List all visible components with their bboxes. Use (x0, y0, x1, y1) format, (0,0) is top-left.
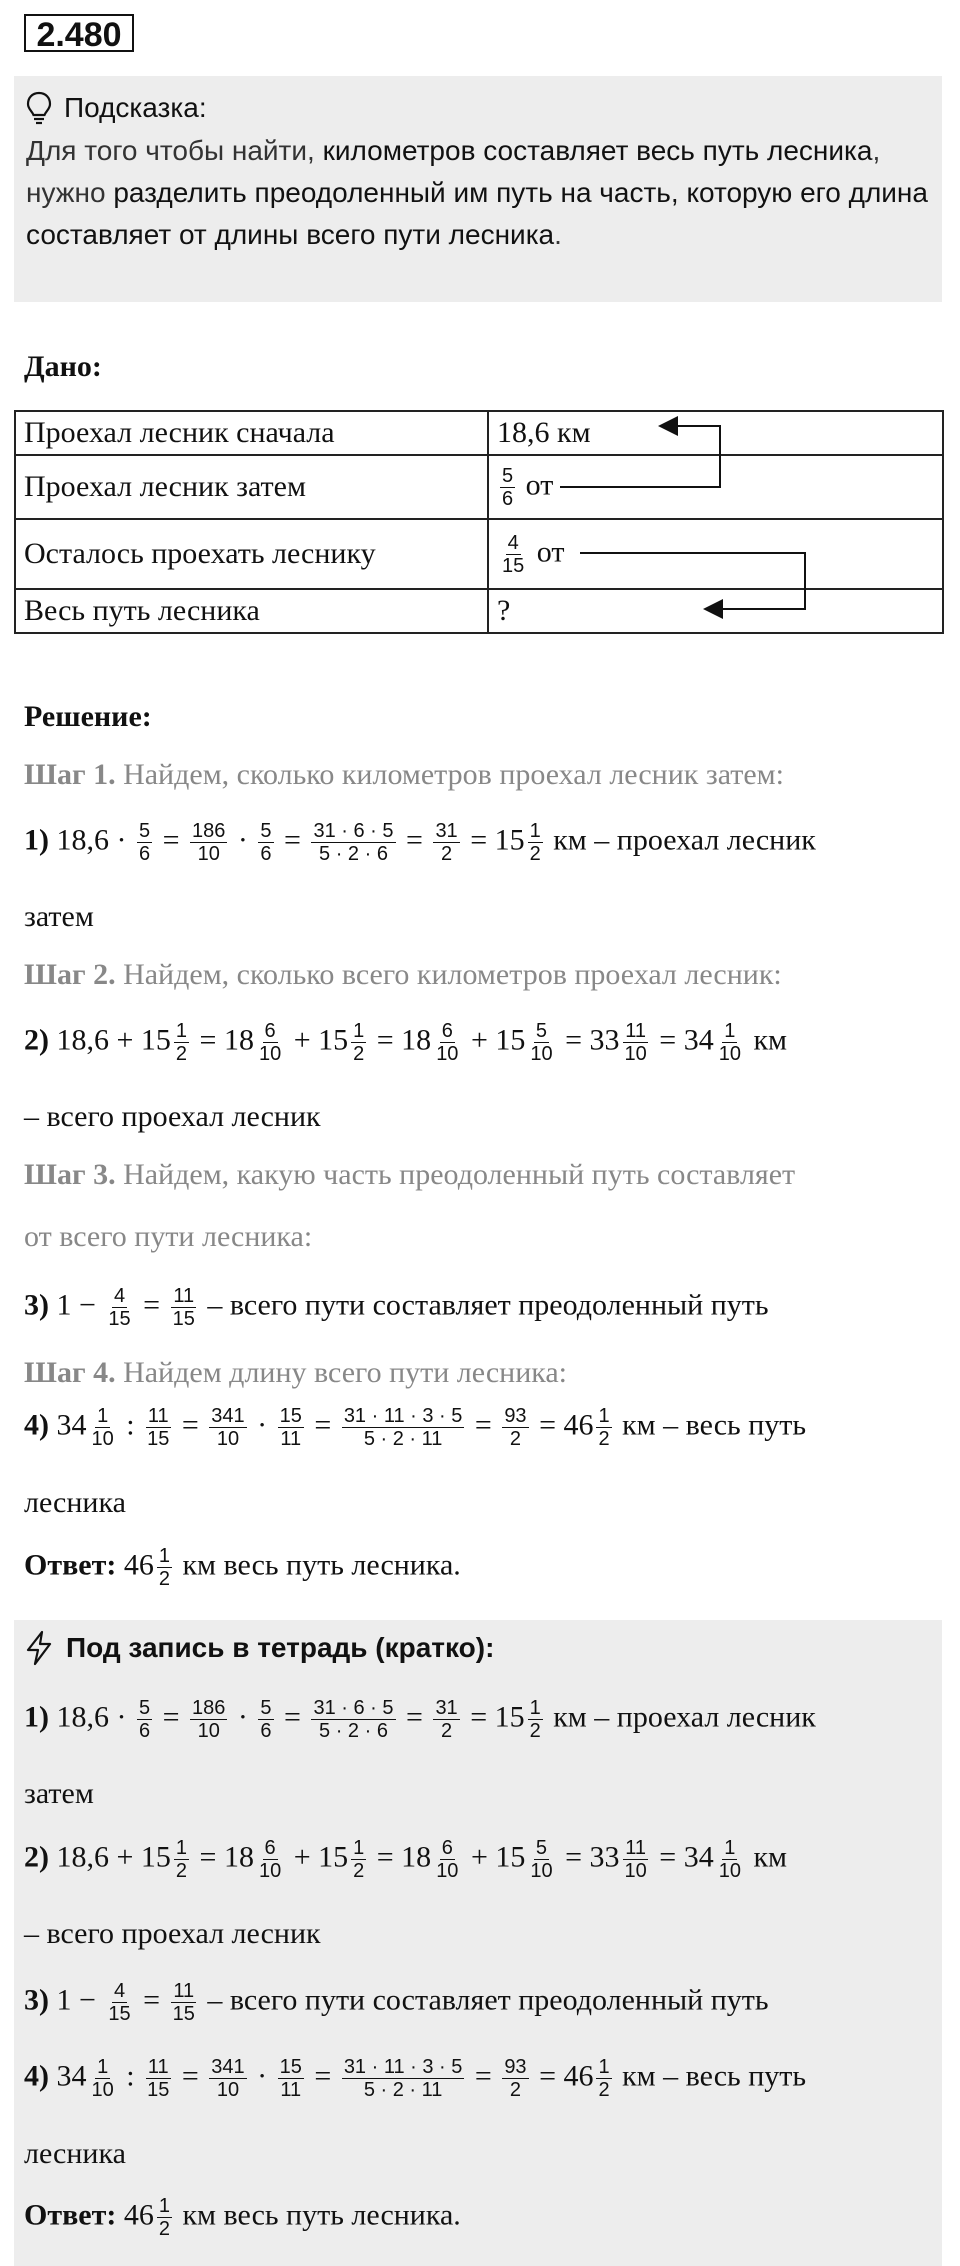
fraction: $\frac{5}{6}$ (260, 820, 272, 865)
fraction: $\frac{1}{2}$ (598, 2056, 610, 2101)
answer: Ответ: 46 $\frac{1}{2}$ км весь путь лесника. (24, 1545, 461, 1590)
fraction: $\frac{6}{10}$ (436, 1837, 459, 1882)
hint-header (26, 86, 930, 130)
equation-4: 4) 34 $\frac{1}{10}$ : $\frac{11}{15}$ = $\frac{341}{10}$ · $\frac{15}{11}$ = $\frac{31 \cdot 11 \cdot 3 \cdot 5}{5 \cdot 2 \cdot 11}$ = $\frac{93}{2}$ = 46 $\frac{1}{2}$ км – весь путь (24, 2056, 807, 2101)
equation-1: 1) 18,6 · $\frac{5}{6}$ = $\frac{186}{10}$ · $\frac{5}{6}$ = $\frac{31 \cdot 6 \cdot 5}{5 \cdot 2 \cdot 6}$ = $\frac{31}{2}$ = 15 $\frac{1}{2}$ км – проехал лесник (24, 1697, 816, 1742)
fraction: $\frac{1}{10}$ (91, 2056, 114, 2101)
given-value: 18,6 км (488, 411, 943, 455)
fraction: $\frac{15}{11}$ (279, 2056, 302, 2101)
fraction: $\frac{11}{15}$ (172, 1980, 195, 2025)
notebook-header (24, 1626, 494, 1670)
equation-4-wrap: лесника (24, 1486, 126, 1519)
fraction: $\frac{5}{6}$ (502, 464, 514, 510)
equation-4: 4) 34 $\frac{1}{10}$ : $\frac{11}{15}$ = $\frac{341}{10}$ · $\frac{15}{11}$ = $\frac{31 \cdot 11 \cdot 3 \cdot 5}{5 \cdot 2 \cdot 11}$ = $\frac{93}{2}$ = 46 $\frac{1}{2}$ км – весь путь (24, 1405, 807, 1450)
solution-title: Решение: (24, 700, 152, 733)
given-label: Проехал лесник сначала (15, 411, 488, 455)
fraction: $\frac{1}{2}$ (598, 1405, 610, 1450)
notebook-title: Под запись в тетрадь (кратко): (66, 1632, 495, 1663)
fraction: $\frac{1}{2}$ (529, 1697, 541, 1742)
fraction: $\frac{1}{10}$ (91, 1405, 114, 1450)
fraction: $\frac{1}{2}$ (158, 1545, 170, 1590)
fraction: $\frac{31 \cdot 6 \cdot 5}{5 \cdot 2 \cdot 6}$ (313, 820, 394, 865)
step-3-wrap: от всего пути лесника: (24, 1220, 313, 1253)
fraction: $\frac{11}{10}$ (624, 1837, 647, 1882)
fraction: $\frac{31 \cdot 11 \cdot 3 \cdot 5}{5 \cdot 2 \cdot 11}$ (343, 2056, 463, 2101)
step-4: Шаг 4. Найдем длину всего пути лесника: (24, 1356, 568, 1389)
step-3: Шаг 3. Найдем, какую часть преодоленный путь составляет (24, 1158, 796, 1191)
fraction: $\frac{5}{6}$ (139, 820, 151, 865)
fraction: $\frac{31 \cdot 11 \cdot 3 \cdot 5}{5 \cdot 2 \cdot 11}$ (343, 1405, 463, 1450)
task-number: 2.480 (24, 14, 134, 52)
table-row (15, 589, 943, 633)
fraction: $\frac{15}{11}$ (279, 1405, 302, 1450)
hint-title: Подсказка: (64, 92, 207, 123)
fraction: $\frac{11}{15}$ (147, 1405, 170, 1450)
fraction: $\frac{5}{10}$ (530, 1837, 553, 1882)
table-row (15, 411, 943, 455)
given-title: Дано: (24, 350, 102, 383)
lightning-icon (24, 1630, 54, 1666)
fraction: $\frac{6}{10}$ (436, 1020, 459, 1065)
fraction: $\frac{341}{10}$ (211, 2056, 245, 2101)
given-value: ? (488, 589, 943, 633)
fraction: $\frac{31 \cdot 6 \cdot 5}{5 \cdot 2 \cdot 6}$ (313, 1697, 394, 1742)
fraction: $\frac{11}{15}$ (172, 1285, 195, 1330)
fraction: $\frac{4}{15}$ (108, 1980, 131, 2025)
fraction: $\frac{11}{10}$ (624, 1020, 647, 1065)
fraction: $\frac{341}{10}$ (211, 1405, 245, 1450)
fraction: $\frac{5}{10}$ (530, 1020, 553, 1065)
step-2: Шаг 2. Найдем, сколько всего километров проехал лесник: (24, 958, 782, 991)
fraction: $\frac{186}{10}$ (192, 820, 226, 865)
step-1: Шаг 1. Найдем, сколько километров проехал лесник затем: (24, 758, 784, 791)
hint-text: Для того чтобы найти, километров составляет весь путь лесника, нужно разделить преодоленный им путь на часть, которую его длина составляет от длины всего пути лесника. (26, 135, 928, 250)
fraction: $\frac{93}{2}$ (504, 2056, 527, 2101)
fraction: $\frac{6}{10}$ (258, 1020, 282, 1065)
fraction: $\frac{11}{15}$ (147, 2056, 170, 2101)
fraction: $\frac{5}{6}$ (260, 1697, 272, 1742)
fraction: $\frac{6}{10}$ (258, 1837, 282, 1882)
fraction: $\frac{1}{10}$ (718, 1020, 741, 1065)
fraction: $\frac{1}{2}$ (529, 820, 541, 865)
given-table (14, 410, 944, 634)
equation-2-wrap: – всего проехал лесник (24, 1100, 321, 1133)
equation-1-wrap: затем (24, 900, 94, 933)
fraction: $\frac{186}{10}$ (192, 1697, 226, 1742)
lightbulb-icon (26, 91, 52, 125)
given-label: Проехал лесник затем (15, 455, 488, 519)
table-row (15, 455, 943, 519)
table-row (15, 519, 943, 589)
equation-2: 2) 18,6 + 15 $\frac{1}{2}$ = 18 $\frac{6}{10}$ + 15 $\frac{1}{2}$ = 18 $\frac{6}{10}$ + 15 $\frac{5}{10}$ = 33 $\frac{11}{10}$ = 34 $\frac{1}{10}$ км (24, 1837, 788, 1882)
equation-3: 3) 1 − $\frac{4}{15}$ = $\frac{11}{15}$ – всего пути составляет преодоленный путь (24, 1980, 769, 2025)
equation-4-wrap: лесника (24, 2137, 126, 2170)
fraction: $\frac{1}{2}$ (175, 1020, 188, 1065)
hint-box (14, 76, 942, 302)
fraction: $\frac{1}{2}$ (353, 1020, 365, 1065)
equation-1-wrap: затем (24, 1777, 94, 1810)
equation-1: 1) 18,6 · $\frac{5}{6}$ = $\frac{186}{10}$ · $\frac{5}{6}$ = $\frac{31 \cdot 6 \cdot 5}{5 \cdot 2 \cdot 6}$ = $\frac{31}{2}$ = 15 $\frac{1}{2}$ км – проехал лесник (24, 820, 816, 865)
given-value: $\frac{5}{6}$ от (488, 455, 943, 519)
fraction: $\frac{5}{6}$ (139, 1697, 151, 1742)
fraction: $\frac{31}{2}$ (435, 820, 458, 865)
fraction: $\frac{31}{2}$ (435, 1697, 458, 1742)
given-label: Весь путь лесника (15, 589, 488, 633)
fraction: $\frac{1}{2}$ (353, 1837, 365, 1882)
given-label: Осталось проехать леснику (15, 519, 488, 589)
fraction: $\frac{1}{10}$ (718, 1837, 741, 1882)
equation-2-wrap: – всего проехал лесник (24, 1917, 321, 1950)
equation-3: 3) 1 − $\frac{4}{15}$ = $\frac{11}{15}$ – всего пути составляет преодоленный путь (24, 1285, 769, 1330)
equation-2: 2) 18,6 + 15 $\frac{1}{2}$ = 18 $\frac{6}{10}$ + 15 $\frac{1}{2}$ = 18 $\frac{6}{10}$ + 15 $\frac{5}{10}$ = 33 $\frac{11}{10}$ = 34 $\frac{1}{10}$ км (24, 1020, 788, 1065)
given-value: $\frac{4}{15}$ от (488, 519, 943, 589)
fraction: $\frac{1}{2}$ (175, 1837, 188, 1882)
fraction: $\frac{93}{2}$ (504, 1405, 527, 1450)
fraction: $\frac{1}{2}$ (158, 2195, 170, 2240)
answer: Ответ: 46 $\frac{1}{2}$ км весь путь лесника. (24, 2195, 461, 2240)
fraction: $\frac{4}{15}$ (108, 1285, 131, 1330)
fraction: $\frac{4}{15}$ (502, 531, 525, 577)
